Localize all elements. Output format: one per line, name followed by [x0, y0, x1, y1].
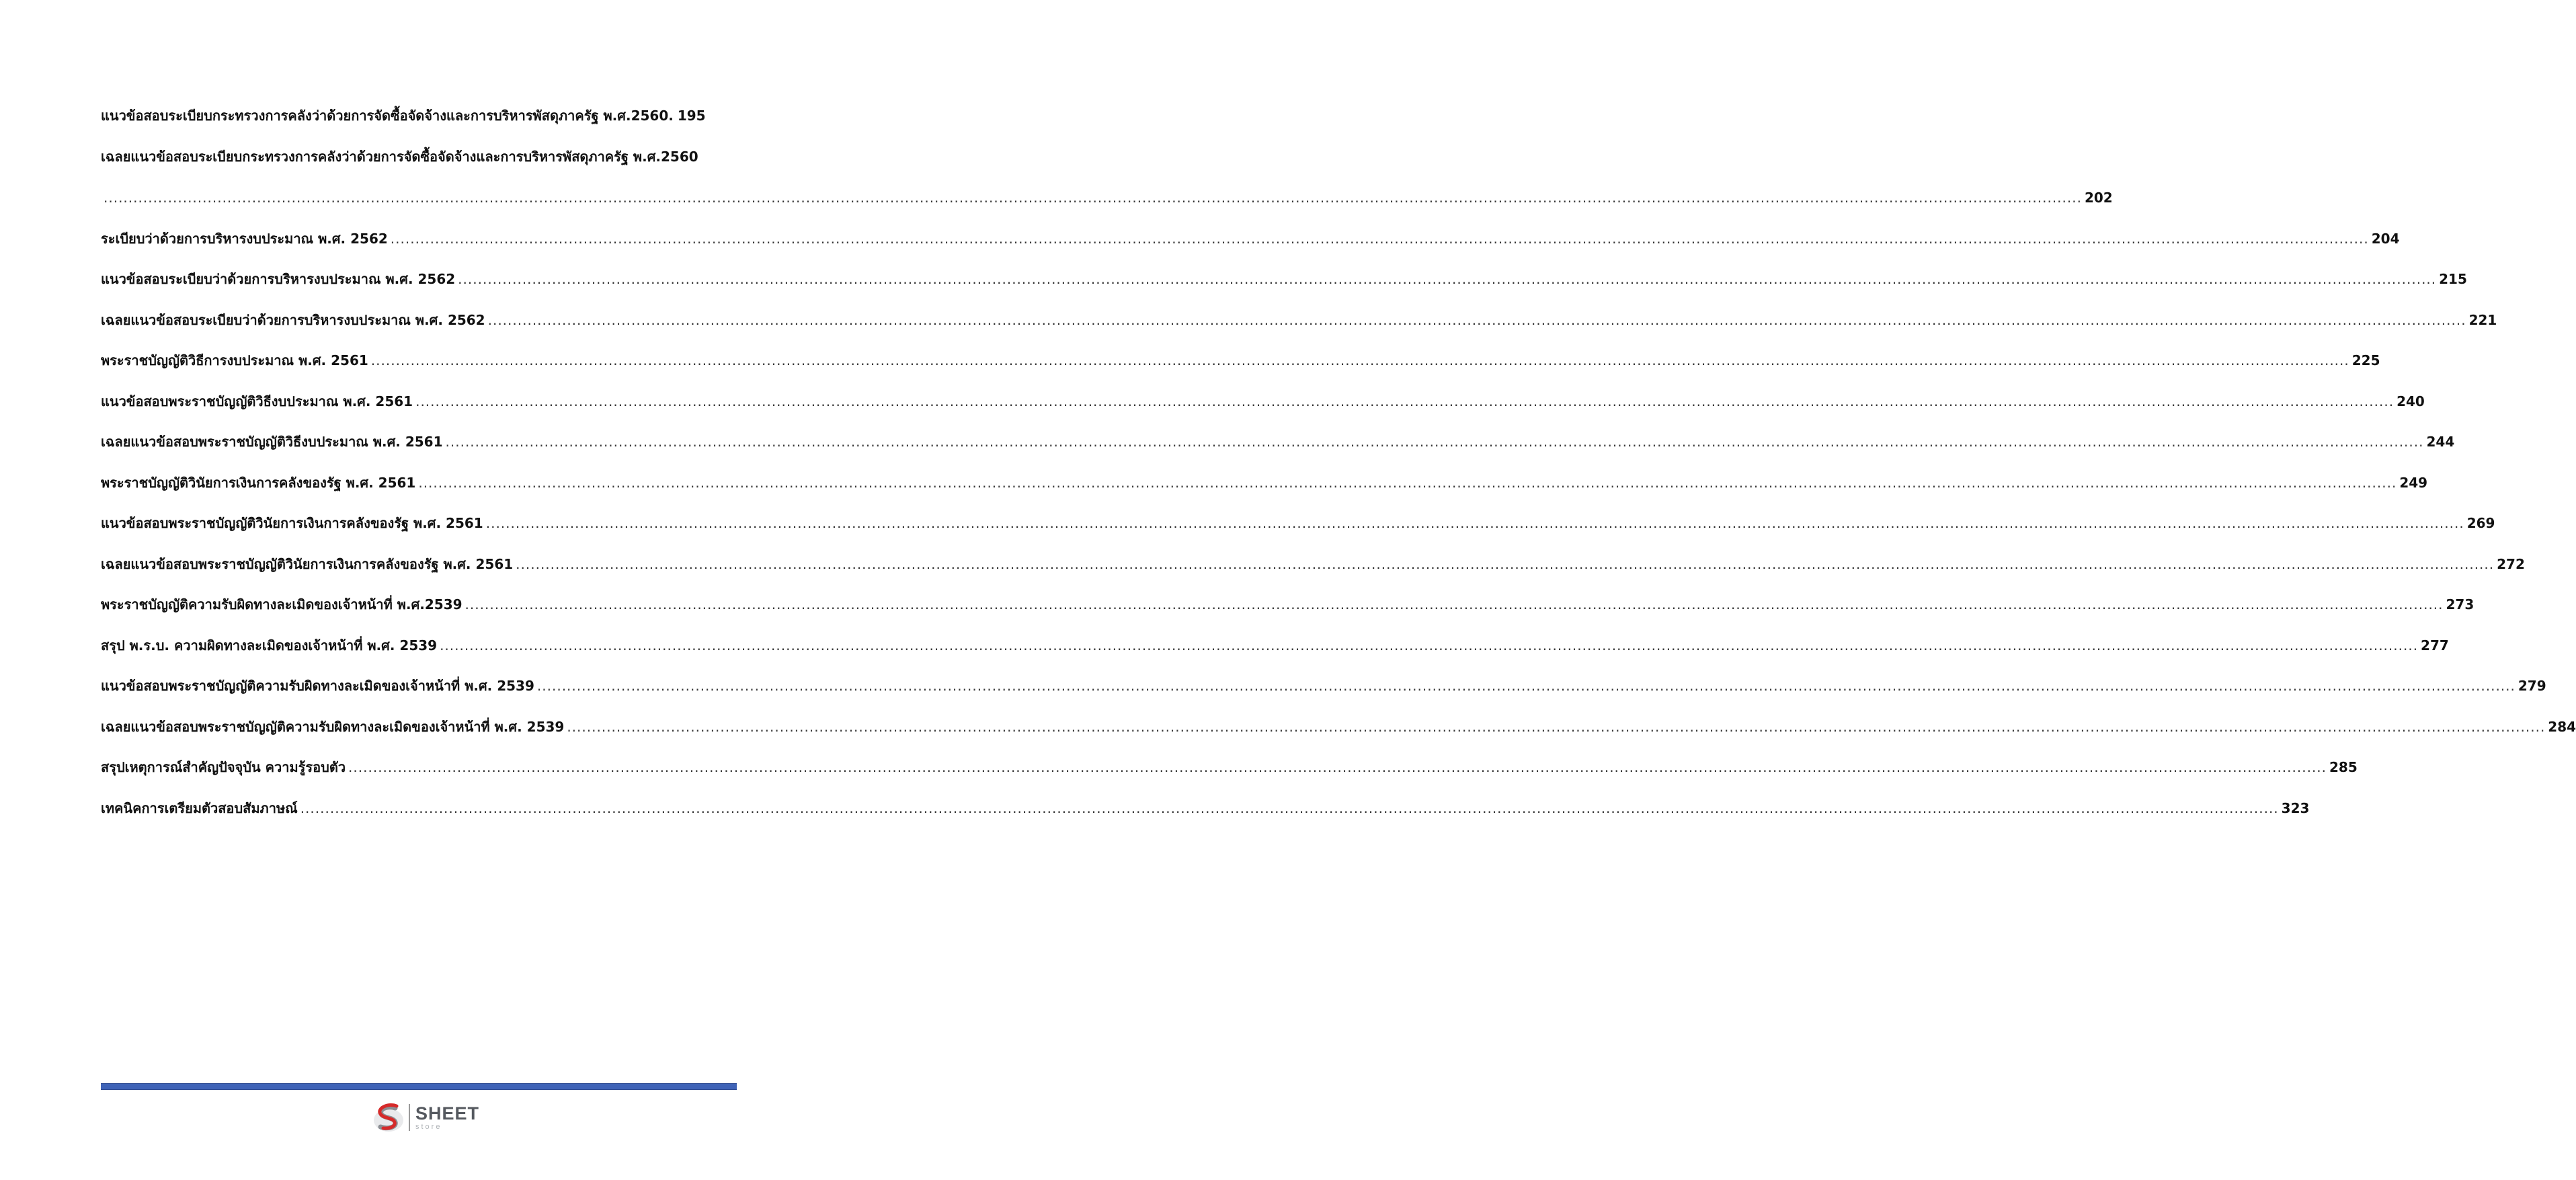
toc-entry[interactable]	[101, 756, 2358, 797]
toc-entry-title: พระราชบัญญัติวิธีการงบประมาณ พ.ศ. 2561	[101, 352, 368, 368]
toc-entry-page: 272	[2497, 555, 2525, 572]
toc-entry[interactable]	[101, 430, 2455, 471]
toc-entry-title: สรุป พ.ร.บ. ความผิดทางละเมิดของเจ้าหน้าที่ พ.ศ. 2539	[101, 637, 438, 654]
toc-entry-title: แนวข้อสอบพระราชบัญญัติวิธีงบประมาณ พ.ศ. 2561	[101, 393, 413, 409]
logo-divider	[409, 1104, 410, 1131]
toc-entry-title: เฉลยแนวข้อสอบระเบียบกระทรวงการคลังว่าด้วยการจัดซื้อจัดจ้างและการบริหารพัสดุภาครัฐ พ.ศ.2560	[101, 148, 698, 165]
toc-entry[interactable]	[101, 797, 2310, 838]
toc-leader: ................................................................................................................................................................................................................................................................................................................................................................................................................	[300, 799, 2279, 816]
logo-text	[415, 1105, 479, 1131]
toc-entry-title: เฉลยแนวข้อสอบพระราชบัญญัติความรับผิดทางละเมิดของเจ้าหน้าที่ พ.ศ. 2539	[101, 718, 565, 735]
toc-entry-page: 195	[677, 108, 706, 124]
toc-leader: ................................................................................................................................................................................................................................................................................................................................................................................................................	[465, 596, 2444, 613]
toc-entry-page: 204	[2371, 230, 2400, 247]
toc-entry-title: เฉลยแนวข้อสอบพระราชบัญญัติวินัยการเงินการคลังของรัฐ พ.ศ. 2561	[101, 555, 514, 572]
toc-entry-title: แนวข้อสอบพระราชบัญญัติวินัยการเงินการคลังของรัฐ พ.ศ. 2561	[101, 515, 483, 531]
toc-entry[interactable]	[101, 390, 2425, 431]
toc-leader: ................................................................................................................................................................................................................................................................................................................................................................................................................	[390, 230, 2369, 247]
toc-entry-page: 285	[2329, 759, 2358, 775]
toc-leader: ................................................................................................................................................................................................................................................................................................................................................................................................................	[348, 759, 2327, 775]
toc-entry-title: แนวข้อสอบพระราชบัญญัติความรับผิดทางละเมิดของเจ้าหน้าที่ พ.ศ. 2539	[101, 678, 534, 694]
toc-entry[interactable]	[101, 512, 2495, 553]
toc-entry[interactable]	[101, 634, 2449, 675]
toc-entry[interactable]	[101, 268, 2467, 309]
toc-entry-page: 279	[2518, 678, 2546, 694]
toc-entry-title: พระราชบัญญัติความรับผิดทางละเมิดของเจ้าหน้าที่ พ.ศ.2539	[101, 596, 462, 613]
toc-entry-title: ระเบียบว่าด้วยการบริหารงบประมาณ พ.ศ. 2562	[101, 230, 388, 247]
logo-subword: store	[415, 1122, 442, 1131]
toc-entry-title: พระราชบัญญัติวินัยการเงินการคลังของรัฐ พ.ศ. 2561	[101, 474, 416, 491]
table-of-contents	[101, 104, 2576, 837]
toc-entry[interactable]	[101, 145, 2113, 227]
toc-entry[interactable]	[101, 104, 735, 145]
toc-leader: ................................................................................................................................................................................................................................................................................................................................................................................................................	[445, 434, 2424, 450]
toc-entry-page: 202	[2084, 189, 2113, 206]
toc-leader: ................................................................................................................................................................................................................................................................................................................................................................................................................	[458, 271, 2437, 287]
toc-entry[interactable]	[101, 227, 2400, 268]
toc-entry[interactable]	[101, 553, 2525, 594]
toc-entry-title: สรุปเหตุการณ์สำคัญปัจจุบัน ความรู้รอบตัว	[101, 759, 346, 775]
toc-entry[interactable]	[101, 593, 2474, 634]
toc-leader: ................................................................................................................................................................................................................................................................................................................................................................................................................	[104, 189, 2082, 206]
toc-entry-page: 273	[2446, 596, 2474, 613]
toc-entry-title: เฉลยแนวข้อสอบระเบียบว่าด้วยการบริหารงบประมาณ พ.ศ. 2562	[101, 311, 485, 328]
toc-entry-page: 221	[2468, 311, 2497, 328]
sheet-store-logo	[371, 1099, 489, 1136]
toc-entry-page: 277	[2421, 637, 2449, 654]
toc-leader: ................................................................................................................................................................................................................................................................................................................................................................................................................	[440, 637, 2419, 654]
toc-leader: ................................................................................................................................................................................................................................................................................................................................................................................................................	[415, 393, 2394, 409]
sheet-store-logo-icon	[371, 1100, 406, 1135]
toc-leader: ................................................................................................................................................................................................................................................................................................................................................................................................................	[370, 352, 2349, 368]
toc-leader: ................................................................................................................................................................................................................................................................................................................................................................................................................	[567, 718, 2546, 735]
toc-entry[interactable]	[101, 309, 2497, 350]
toc-leader: ................................................................................................................................................................................................................................................................................................................................................................................................................	[516, 555, 2495, 572]
footer-rule	[101, 1083, 737, 1090]
toc-entry-page: 240	[2397, 393, 2425, 409]
toc-entry[interactable]	[101, 715, 2576, 756]
toc-leader: ................................................................................................................................................................................................................................................................................................................................................................................................................	[536, 678, 2515, 694]
toc-entry-page: 284	[2548, 718, 2576, 735]
toc-entry-page: 225	[2351, 352, 2380, 368]
toc-leader: ................................................................................................................................................................................................................................................................................................................................................................................................................	[418, 474, 2397, 491]
logo-word: SHEET	[415, 1103, 480, 1124]
toc-leader: ................................................................................................................................................................................................................................................................................................................................................................................................................	[485, 515, 2464, 531]
toc-entry-page: 249	[2399, 474, 2428, 491]
toc-entry[interactable]	[101, 674, 2546, 715]
toc-entry-page: 215	[2439, 271, 2467, 287]
toc-entry-title: แนวข้อสอบระเบียบว่าด้วยการบริหารงบประมาณ พ.ศ. 2562	[101, 271, 456, 287]
toc-entry[interactable]	[101, 471, 2428, 512]
toc-entry-page: 323	[2281, 799, 2310, 816]
toc-entry-title: แนวข้อสอบระเบียบกระทรวงการคลังว่าด้วยการจัดซื้อจัดจ้างและการบริหารพัสดุภาครัฐ พ.ศ.2560.	[101, 108, 674, 124]
toc-entry-title: เทคนิคการเตรียมตัวสอบสัมภาษณ์	[101, 799, 298, 816]
toc-entry[interactable]	[101, 349, 2380, 390]
toc-entry-page: 269	[2466, 515, 2495, 531]
toc-leader: ................................................................................................................................................................................................................................................................................................................................................................................................................	[487, 311, 2466, 328]
toc-entry-title: เฉลยแนวข้อสอบพระราชบัญญัติวิธีงบประมาณ พ.ศ. 2561	[101, 434, 443, 450]
toc-entry-page: 244	[2426, 434, 2455, 450]
